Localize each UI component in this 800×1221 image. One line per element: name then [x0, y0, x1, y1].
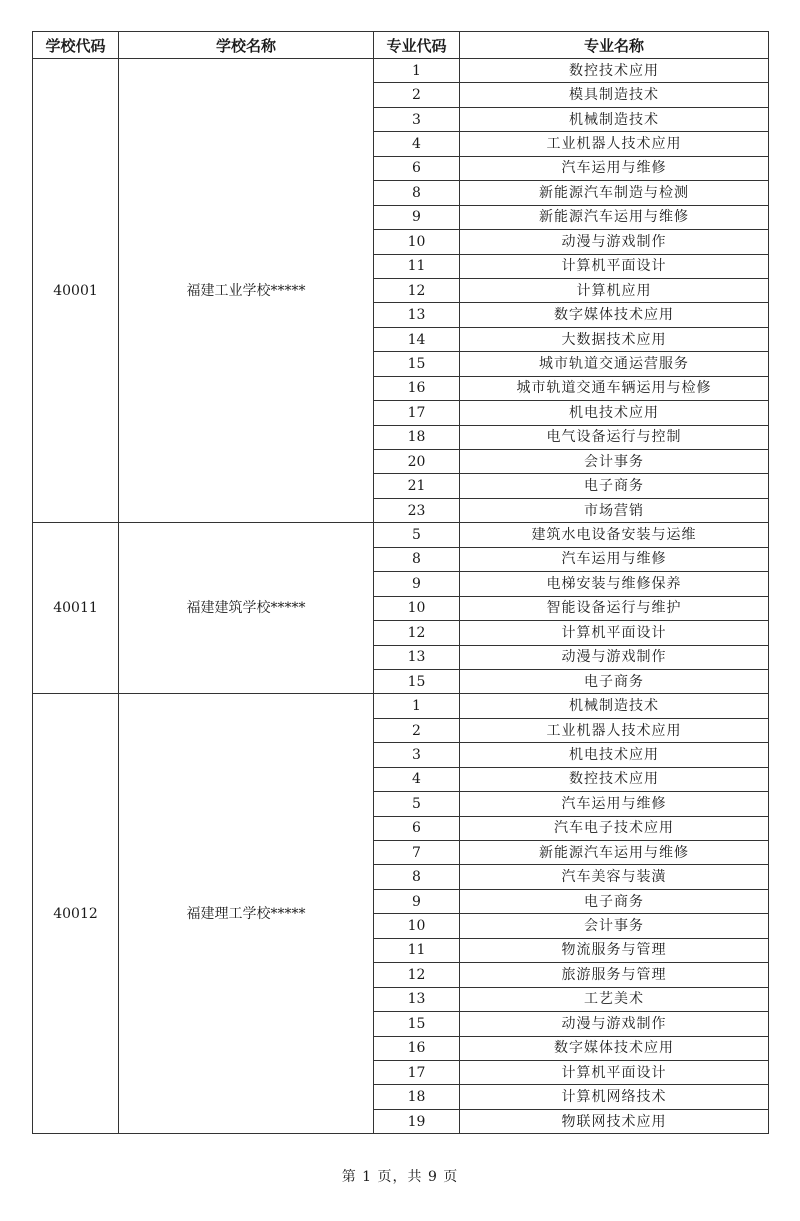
major-code-cell: 13: [374, 645, 460, 669]
table-row: [33, 694, 769, 718]
major-code-cell: 1: [374, 694, 460, 718]
major-name-cell: 大数据技术应用: [460, 327, 769, 351]
major-code-cell: 6: [374, 156, 460, 180]
major-code-cell: 8: [374, 547, 460, 571]
major-code-cell: 9: [374, 205, 460, 229]
major-code-cell: 4: [374, 132, 460, 156]
major-name-cell: 新能源汽车运用与维修: [460, 841, 769, 865]
major-code-cell: 4: [374, 767, 460, 791]
school-name-cell: 福建建筑学校*****: [119, 523, 374, 694]
major-code-cell: 18: [374, 425, 460, 449]
major-code-cell: 10: [374, 596, 460, 620]
major-name-cell: 模具制造技术: [460, 83, 769, 107]
major-name-cell: 汽车运用与维修: [460, 156, 769, 180]
major-name-cell: 电子商务: [460, 474, 769, 498]
major-code-cell: 20: [374, 450, 460, 474]
table-row: [33, 59, 769, 83]
school-major-table: [32, 31, 769, 1134]
major-code-cell: 16: [374, 1036, 460, 1060]
major-name-cell: 数控技术应用: [460, 767, 769, 791]
major-name-cell: 旅游服务与管理: [460, 963, 769, 987]
header-school-code: 学校代码: [33, 32, 119, 59]
major-name-cell: 汽车美容与装潢: [460, 865, 769, 889]
major-name-cell: 数字媒体技术应用: [460, 303, 769, 327]
major-code-cell: 10: [374, 914, 460, 938]
school-code-cell: 40012: [33, 694, 119, 1134]
major-name-cell: 机械制造技术: [460, 107, 769, 131]
major-name-cell: 机电技术应用: [460, 743, 769, 767]
major-code-cell: 12: [374, 278, 460, 302]
school-name-cell: 福建工业学校*****: [119, 59, 374, 523]
major-code-cell: 21: [374, 474, 460, 498]
page-footer: 第 1 页，共 9 页: [341, 1169, 459, 1185]
school-name-cell: 福建理工学校*****: [119, 694, 374, 1134]
major-name-cell: 物联网技术应用: [460, 1109, 769, 1133]
major-code-cell: 19: [374, 1109, 460, 1133]
table-header-row: [33, 32, 769, 59]
major-name-cell: 机电技术应用: [460, 401, 769, 425]
major-name-cell: 智能设备运行与维护: [460, 596, 769, 620]
major-code-cell: 17: [374, 401, 460, 425]
major-name-cell: 建筑水电设备安装与运维: [460, 523, 769, 547]
school-code-cell: 40001: [33, 59, 119, 523]
major-code-cell: 11: [374, 938, 460, 962]
major-code-cell: 17: [374, 1060, 460, 1084]
major-name-cell: 动漫与游戏制作: [460, 645, 769, 669]
major-code-cell: 2: [374, 83, 460, 107]
school-code-cell: 40011: [33, 523, 119, 694]
major-name-cell: 汽车运用与维修: [460, 792, 769, 816]
header-school-name: 学校名称: [119, 32, 374, 59]
major-name-cell: 汽车运用与维修: [460, 547, 769, 571]
major-code-cell: 2: [374, 718, 460, 742]
major-name-cell: 物流服务与管理: [460, 938, 769, 962]
major-name-cell: 工艺美术: [460, 987, 769, 1011]
major-name-cell: 城市轨道交通车辆运用与检修: [460, 376, 769, 400]
major-code-cell: 3: [374, 107, 460, 131]
major-name-cell: 汽车电子技术应用: [460, 816, 769, 840]
major-code-cell: 16: [374, 376, 460, 400]
major-name-cell: 电梯安装与维修保养: [460, 572, 769, 596]
major-name-cell: 动漫与游戏制作: [460, 230, 769, 254]
major-name-cell: 城市轨道交通运营服务: [460, 352, 769, 376]
major-code-cell: 23: [374, 498, 460, 522]
header-major-code: 专业代码: [374, 32, 460, 59]
major-code-cell: 11: [374, 254, 460, 278]
major-name-cell: 市场营销: [460, 498, 769, 522]
major-name-cell: 工业机器人技术应用: [460, 132, 769, 156]
major-name-cell: 电气设备运行与控制: [460, 425, 769, 449]
major-name-cell: 会计事务: [460, 450, 769, 474]
major-code-cell: 8: [374, 865, 460, 889]
major-name-cell: 计算机平面设计: [460, 1060, 769, 1084]
major-name-cell: 计算机平面设计: [460, 254, 769, 278]
major-name-cell: 数字媒体技术应用: [460, 1036, 769, 1060]
major-code-cell: 1: [374, 59, 460, 83]
major-name-cell: 机械制造技术: [460, 694, 769, 718]
major-name-cell: 计算机应用: [460, 278, 769, 302]
major-code-cell: 18: [374, 1085, 460, 1109]
major-name-cell: 电子商务: [460, 889, 769, 913]
table-body: [33, 59, 769, 1134]
major-code-cell: 9: [374, 889, 460, 913]
major-name-cell: 会计事务: [460, 914, 769, 938]
table-row: [33, 523, 769, 547]
major-name-cell: 计算机平面设计: [460, 621, 769, 645]
major-name-cell: 电子商务: [460, 669, 769, 693]
header-major-name: 专业名称: [460, 32, 769, 59]
major-name-cell: 新能源汽车运用与维修: [460, 205, 769, 229]
major-code-cell: 15: [374, 669, 460, 693]
major-code-cell: 8: [374, 181, 460, 205]
major-code-cell: 3: [374, 743, 460, 767]
major-code-cell: 13: [374, 987, 460, 1011]
major-code-cell: 7: [374, 841, 460, 865]
major-code-cell: 15: [374, 1012, 460, 1036]
major-name-cell: 数控技术应用: [460, 59, 769, 83]
major-code-cell: 9: [374, 572, 460, 596]
major-code-cell: 12: [374, 963, 460, 987]
major-code-cell: 6: [374, 816, 460, 840]
major-name-cell: 工业机器人技术应用: [460, 718, 769, 742]
major-code-cell: 13: [374, 303, 460, 327]
major-name-cell: 动漫与游戏制作: [460, 1012, 769, 1036]
major-code-cell: 14: [374, 327, 460, 351]
major-code-cell: 5: [374, 792, 460, 816]
major-name-cell: 计算机网络技术: [460, 1085, 769, 1109]
major-code-cell: 10: [374, 230, 460, 254]
major-code-cell: 12: [374, 621, 460, 645]
major-code-cell: 5: [374, 523, 460, 547]
major-code-cell: 15: [374, 352, 460, 376]
major-name-cell: 新能源汽车制造与检测: [460, 181, 769, 205]
